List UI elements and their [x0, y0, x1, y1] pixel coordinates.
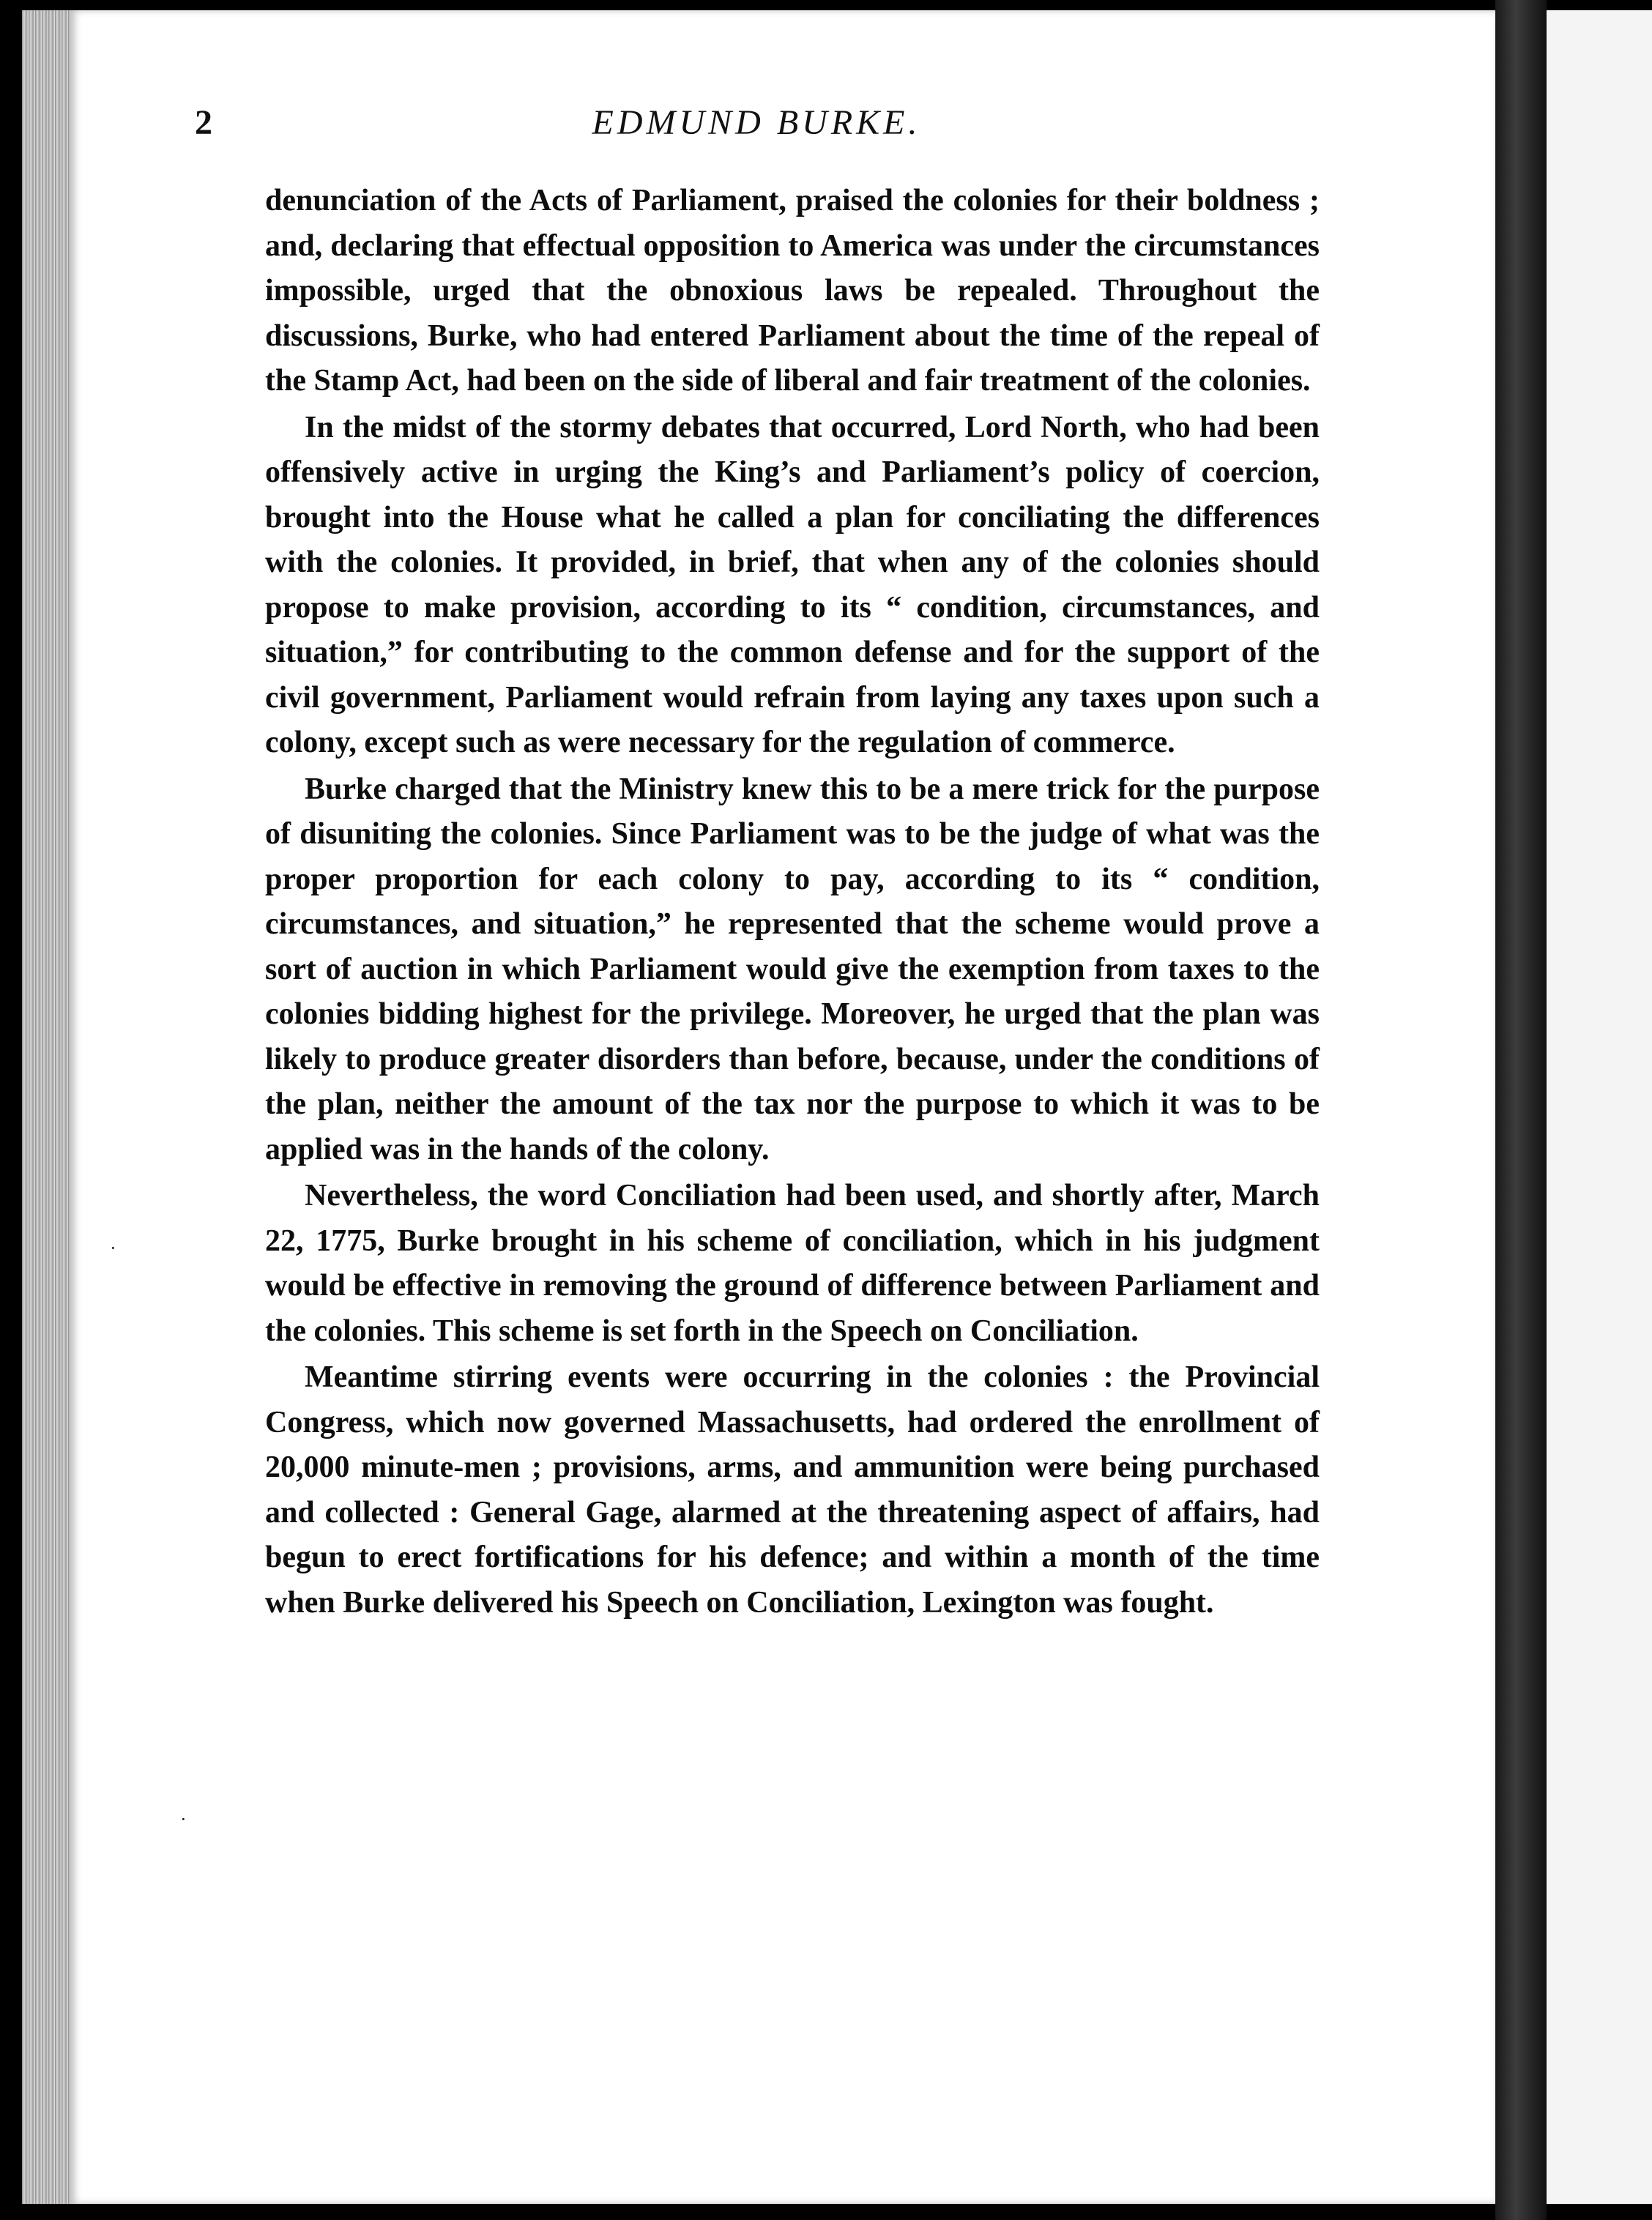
- running-title: EDMUND BURKE.: [592, 103, 921, 142]
- paragraph-2: In the midst of the stormy debates that occurred, Lord North, who had been offensively active in urging the King’s and Parliament’s policy of coercion, brought into the House what he called a plan for conciliating the differences with the colonies. It provided, in brief, that when any of the colonies should propose to make provision, according to its “ condition, circumstances, and situation,” for contributing to the common defense and for the support of the civil government, Parliament would refrain from laying any taxes upon such a colony, except such as were necessary for the regulation of commerce.: [265, 410, 1320, 759]
- book-gutter: [1495, 0, 1547, 2220]
- page-header: [195, 103, 1318, 146]
- margin-speck: ·: [110, 1237, 116, 1259]
- margin-speck: ·: [180, 1809, 187, 1830]
- paragraph-4: Nevertheless, the word Conciliation had been used, and shortly after, March 22, 1775, Burke brought in his scheme of conciliation, which in his judgment would be effective in removing the ground of difference between Parliament and the colonies. This scheme is set forth in the Speech on Conciliation.: [265, 1179, 1320, 1348]
- page-edge-stack: [22, 10, 73, 2204]
- paragraph-5: Meantime stirring events were occurring in the colonies : the Provincial Congress, which now governed Massachusetts, had ordered the enrollment of 20,000 minute-men ; provisions, arms, and ammunition were being purchased and collected : General Gage, alarmed at the threatening aspect of affairs, had begun to erect fortifications for his defence; and within a month of the time when Burke delivered his Speech on Conciliation, Lexington was fought.: [265, 1360, 1320, 1620]
- body-text: [265, 179, 1320, 1625]
- paragraph-3: Burke charged that the Ministry knew this to be a mere trick for the purpose of disuniting the colonies. Since Parliament was to be the judge of what was the proper proportion for each colony to pay, according to its “ condition, circumstances, and situation,” he represented that the scheme would prove a sort of auction in which Parliament would give the exemption from taxes to the colonies bidding highest for the privilege. Moreover, he urged that the plan was likely to produce greater disorders than before, because, under the conditions of the plan, neither the amount of the tax nor the purpose to which it was to be applied was in the hands of the colony.: [265, 772, 1320, 1166]
- facing-page-edge: [1547, 10, 1652, 2204]
- page-number: 2: [195, 103, 212, 142]
- paragraph-1: denunciation of the Acts of Parliament, praised the colonies for their boldness ; and, declaring that effectual opposition to America was under the circumstances impossible, urged that the obnoxious laws be repealed. Throughout the discussions, Burke, who had entered Parliament about the time of the repeal of the Stamp Act, had been on the side of liberal and fair treatment of the colonies.: [265, 184, 1320, 398]
